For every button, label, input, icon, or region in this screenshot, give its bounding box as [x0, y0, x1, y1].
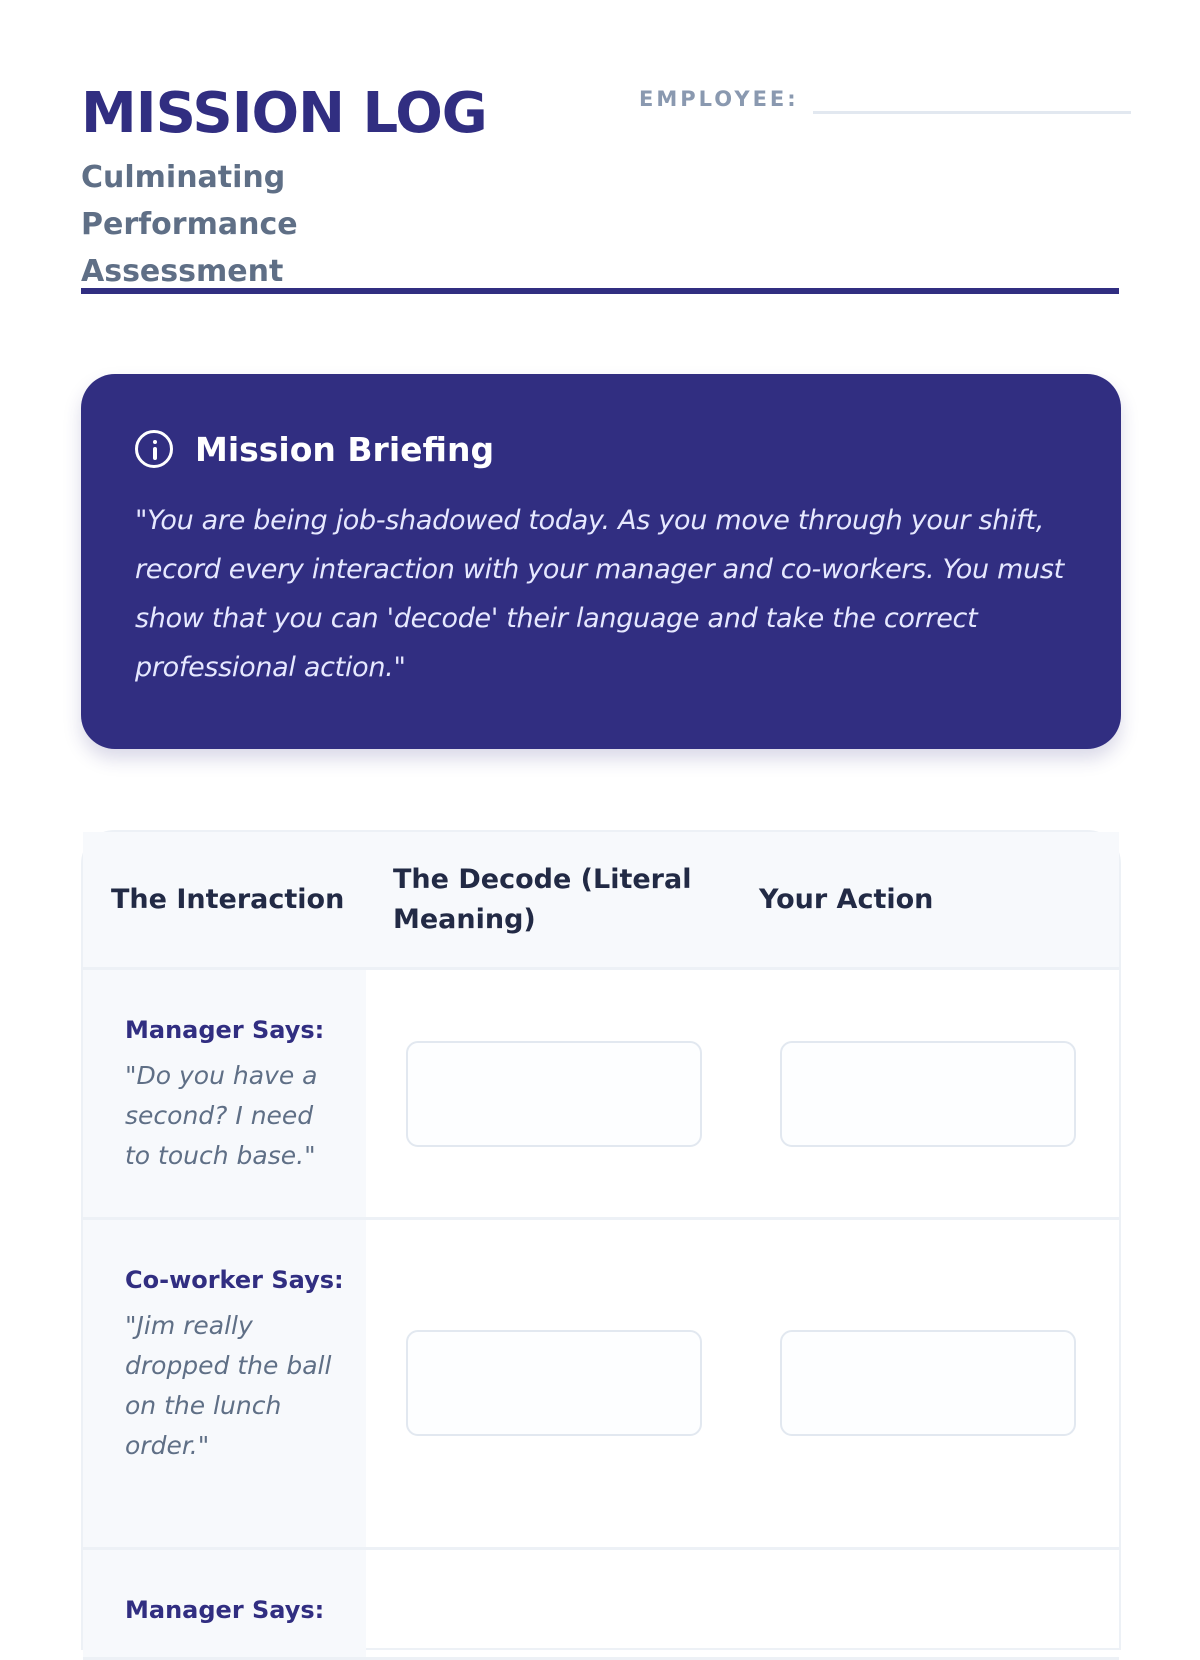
decode-cell [366, 1220, 742, 1547]
column-header-action: Your Action [759, 883, 934, 915]
column-header-interaction: The Interaction [111, 883, 345, 915]
page-title: MISSION LOG [81, 81, 487, 146]
employee-field [639, 84, 1131, 114]
interaction-cell [83, 970, 366, 1217]
speaker-quote: "Do you have a second? I need to touch base." [125, 1061, 318, 1170]
column-header-decode: The Decode (Literal Meaning) [393, 863, 692, 935]
table-header [83, 832, 1119, 970]
briefing-header [135, 428, 1067, 470]
action-cell [742, 1220, 1119, 1547]
briefing-title: Mission Briefing [195, 429, 495, 469]
decode-cell [366, 1550, 742, 1657]
speaker-label: Manager Says: [125, 1596, 325, 1624]
speaker-label: Manager Says: [125, 1016, 325, 1044]
employee-label: EMPLOYEE: [639, 87, 799, 111]
action-cell [742, 1550, 1119, 1657]
action-cell [742, 970, 1119, 1217]
page-header [81, 0, 1119, 294]
decode-input[interactable] [406, 1041, 702, 1147]
decode-cell [366, 970, 742, 1217]
table-row [83, 1220, 1119, 1550]
briefing-text: "You are being job-shadowed today. As you move through your shift, record every interaction with your manager and co-workers. You must show that you can 'decode' their language and take the correct professional action." [135, 505, 1064, 683]
info-icon [135, 430, 173, 468]
interaction-cell [83, 1550, 366, 1657]
table-row [83, 970, 1119, 1220]
speaker-label: Co-worker Says: [125, 1266, 344, 1294]
action-input[interactable] [780, 1041, 1076, 1147]
interaction-cell [83, 1220, 366, 1547]
decode-input[interactable] [406, 1330, 702, 1436]
table-row [83, 1550, 1119, 1660]
page-subtitle: Culminating Performance Assessment [81, 160, 298, 289]
action-input[interactable] [780, 1330, 1076, 1436]
interaction-log-table [81, 830, 1121, 1650]
speaker-quote: "Jim really dropped the ball on the lunch order." [125, 1311, 332, 1460]
mission-briefing-card [81, 374, 1121, 749]
employee-name-line[interactable] [813, 86, 1131, 114]
